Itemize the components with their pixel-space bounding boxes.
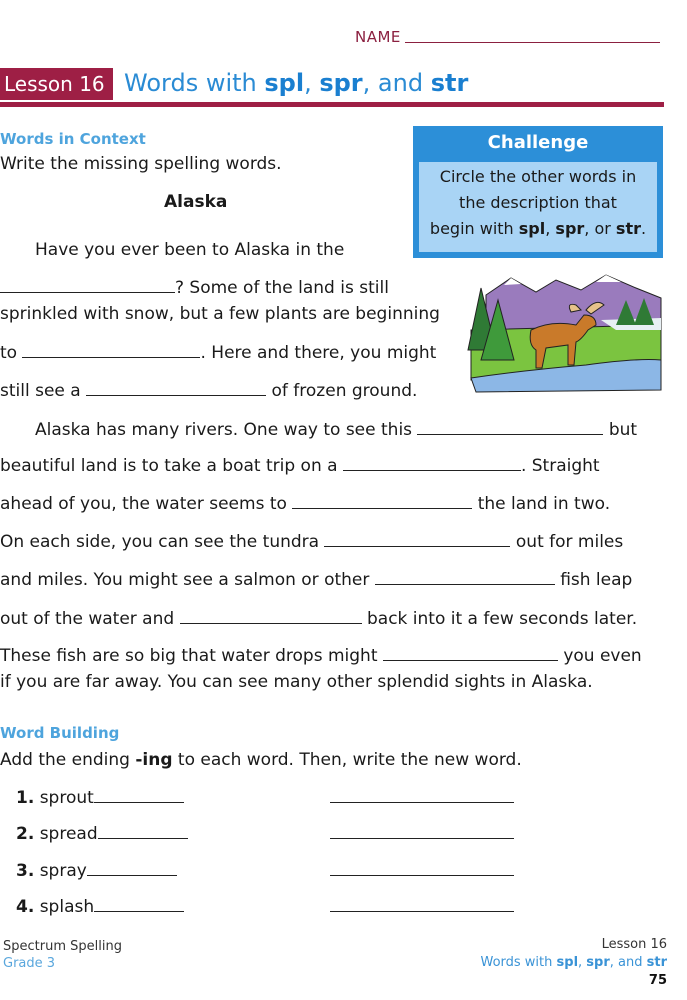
title-prefix: Words with (124, 69, 265, 97)
challenge-title: Challenge (487, 132, 589, 153)
story-text: On each side, you can see the tundra (0, 532, 320, 552)
story-text: the land in two. (477, 494, 611, 514)
story-line (0, 570, 632, 590)
story-line: Have you ever been to Alaska in the (35, 240, 345, 260)
challenge-text (419, 216, 657, 242)
story-text: you even (563, 646, 642, 666)
lesson-title (124, 66, 468, 100)
story-text: to (0, 343, 18, 363)
answer-blank-7[interactable] (324, 532, 510, 547)
story-line (0, 646, 642, 666)
story-line (0, 456, 600, 476)
title-str: str (430, 69, 469, 97)
challenge-text: Circle the other words in (439, 167, 637, 186)
story-line (0, 343, 436, 363)
challenge-text: the description that (459, 193, 617, 212)
answer-blank-1[interactable] (0, 278, 175, 293)
item-number: 1. (16, 788, 35, 808)
story-line (0, 278, 389, 298)
answer-blank-6[interactable] (292, 494, 472, 509)
challenge-str: str (615, 219, 641, 238)
story-text: . Here and there, you might (200, 343, 437, 363)
challenge-sep: . (640, 219, 647, 238)
topic-str: str (646, 955, 667, 970)
story-text: out for miles (515, 532, 624, 552)
words-in-context-heading: Words in Context (0, 130, 146, 148)
challenge-sep: , or (584, 219, 616, 238)
challenge-spr: spr (555, 219, 585, 238)
item-word: splash (39, 897, 95, 917)
story-text: ahead of you, the water seems to (0, 494, 287, 514)
challenge-sep: , (545, 219, 556, 238)
item-word: spread (39, 824, 98, 844)
instructions-text: Add the ending (0, 750, 136, 770)
story-title: Alaska (164, 192, 228, 212)
story-text: . Straight (520, 456, 600, 476)
story-text: still see a (0, 381, 81, 401)
story-text: back into it a few seconds later. (366, 609, 638, 629)
story-text: but (608, 420, 638, 440)
name-field[interactable] (405, 42, 660, 43)
grade-label: Grade 3 (3, 956, 56, 971)
story-line (0, 381, 417, 401)
story-text: fish leap (560, 570, 633, 590)
story-line (0, 532, 623, 552)
lesson-badge: Lesson 16 (0, 68, 113, 100)
word-building-heading: Word Building (0, 724, 120, 742)
footer-lesson-info (480, 936, 667, 990)
footer-lesson: Lesson 16 (601, 937, 667, 952)
new-word-blank-1[interactable] (330, 802, 514, 803)
item-number: 4. (16, 897, 35, 917)
answer-blank-8[interactable] (375, 570, 555, 585)
ending-blank-3[interactable] (87, 861, 177, 876)
challenge-text-prefix: begin with (429, 219, 519, 238)
challenge-box (413, 126, 663, 258)
story-line (35, 420, 637, 440)
word-item (16, 788, 184, 808)
story-text: out of the water and (0, 609, 175, 629)
footer-topic (480, 954, 667, 972)
word-item (16, 824, 188, 844)
answer-blank-5[interactable] (343, 456, 521, 471)
title-sep: , and (362, 69, 431, 97)
word-item (16, 861, 177, 881)
instructions-text: to each word. Then, write the new word. (172, 750, 522, 770)
name-label: NAME (355, 28, 401, 46)
topic-sep: , (578, 955, 587, 970)
new-word-blank-4[interactable] (330, 911, 514, 912)
story-text: and miles. You might see a salmon or other (0, 570, 370, 590)
moose-by-river-icon (466, 270, 666, 395)
ending-blank-2[interactable] (98, 824, 188, 839)
answer-blank-3[interactable] (86, 381, 266, 396)
title-spr: spr (319, 69, 363, 97)
answer-blank-9[interactable] (180, 609, 362, 624)
topic-spr: spr (586, 955, 610, 970)
story-line: if you are far away. You can see many other splendid sights in Alaska. (0, 672, 593, 692)
item-number: 3. (16, 861, 35, 881)
story-text: Alaska has many rivers. One way to see this (35, 420, 413, 440)
word-building-instructions (0, 750, 522, 770)
story-text: ? Some of the land is still (175, 278, 389, 298)
story-text: These fish are so big that water drops might (0, 646, 378, 666)
title-sep: , (304, 69, 320, 97)
new-word-blank-2[interactable] (330, 838, 514, 839)
page-number: 75 (648, 973, 667, 988)
topic-sep: , and (609, 955, 647, 970)
item-number: 2. (16, 824, 35, 844)
story-line (0, 609, 637, 629)
instructions-bold: -ing (135, 750, 173, 770)
answer-blank-10[interactable] (383, 646, 558, 661)
answer-blank-4[interactable] (417, 420, 603, 435)
story-line: sprinkled with snow, but a few plants are beginning (0, 304, 440, 324)
item-word: spray (39, 861, 87, 881)
footer-book-info (3, 938, 122, 972)
title-divider (0, 102, 664, 107)
word-item (16, 897, 184, 917)
topic-text: Words with (480, 955, 557, 970)
story-text: of frozen ground. (271, 381, 418, 401)
new-word-blank-3[interactable] (330, 875, 514, 876)
challenge-body (419, 162, 657, 252)
story-text: beautiful land is to take a boat trip on a (0, 456, 338, 476)
book-title: Spectrum Spelling (3, 939, 122, 954)
challenge-spl: spl (518, 219, 546, 238)
topic-spl: spl (556, 955, 579, 970)
title-spl: spl (264, 69, 305, 97)
ending-blank-1[interactable] (94, 788, 184, 803)
answer-blank-2[interactable] (22, 343, 200, 358)
item-word: sprout (39, 788, 94, 808)
story-line (0, 494, 610, 514)
instructions: Write the missing spelling words. (0, 154, 282, 174)
ending-blank-4[interactable] (94, 897, 184, 912)
